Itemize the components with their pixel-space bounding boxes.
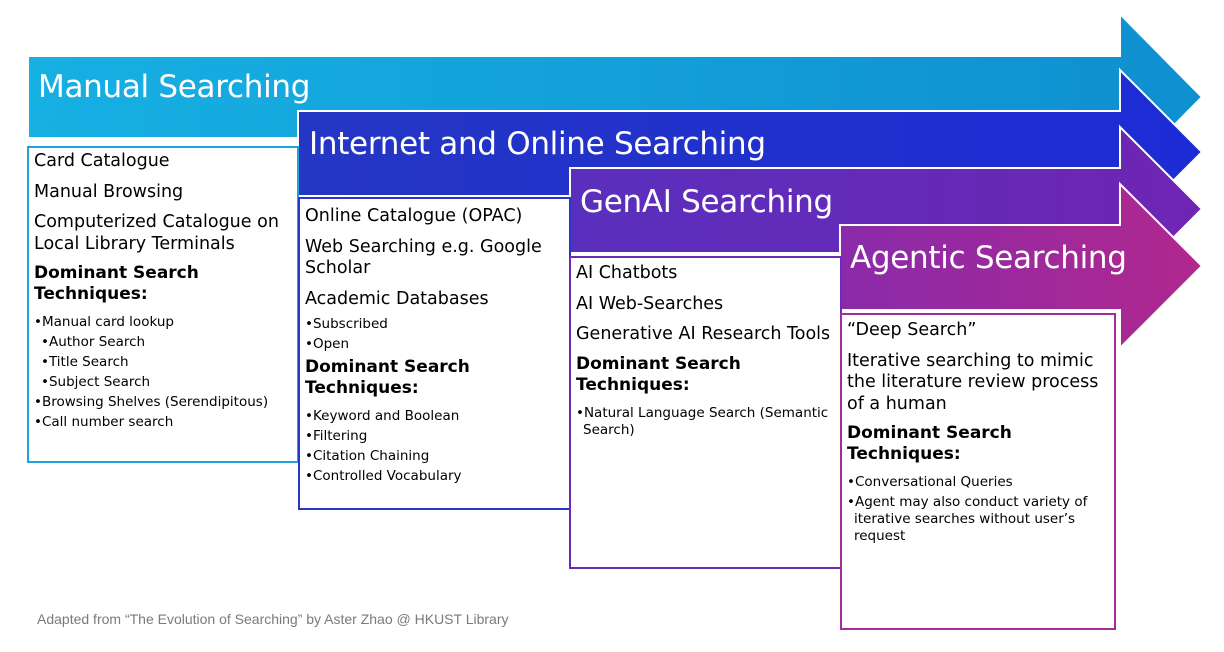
technique-item: •Title Search (41, 354, 129, 370)
credit-caption: Adapted from “The Evolution of Searching” by Aster Zhao @ HKUST Library (37, 611, 509, 627)
subitem: •Subscribed (305, 316, 388, 332)
technique-item: •Browsing Shelves (Serendipitous) (34, 394, 269, 410)
technique-item: •Citation Chaining (305, 448, 430, 464)
list-item: AI Chatbots (576, 263, 678, 283)
techniques-heading: Dominant Search Techniques: (576, 353, 741, 395)
technique-item: •Manual card lookup (34, 314, 174, 330)
list-item: Card Catalogue (34, 151, 170, 171)
technique-item: •Call number search (34, 414, 174, 430)
internet-searching-content (305, 206, 567, 488)
technique-item: •Controlled Vocabulary (305, 468, 462, 484)
stage-title-manual: Manual Searching (38, 69, 311, 105)
techniques-heading: Dominant Search Techniques: (34, 263, 199, 304)
technique-item: •Subject Search (41, 374, 151, 390)
technique-item: •Conversational Queries (847, 474, 1013, 490)
technique-item: •Agent may also conduct variety of iterative searches without user’s request (847, 494, 1088, 544)
manual-searching-content (34, 151, 296, 434)
technique-item: •Keyword and Boolean (305, 408, 460, 424)
techniques-list (34, 314, 296, 431)
technique-item: •Filtering (305, 428, 368, 444)
list-item: Web Searching e.g. Google Scholar (305, 236, 542, 278)
agentic-searching-content (847, 320, 1111, 548)
genai-searching-content (576, 263, 838, 442)
stage-title-agentic: Agentic Searching (850, 240, 1127, 276)
list-item: Generative AI Research Tools (576, 324, 831, 344)
list-item: Online Catalogue (OPAC) (305, 206, 523, 226)
subitem: •Open (305, 336, 350, 352)
list-item: Computerized Catalogue on Local Library Terminals (34, 212, 279, 254)
stage-title-internet: Internet and Online Searching (309, 126, 766, 162)
techniques-heading: Dominant Search Techniques: (847, 423, 1012, 464)
list-item: “Deep Search” (847, 320, 977, 340)
technique-item: •Author Search (41, 334, 146, 350)
techniques-list (305, 408, 567, 485)
list-item: Iterative searching to mimic the literature review process of a human (847, 350, 1099, 414)
techniques-heading: Dominant Search Techniques: (305, 357, 470, 398)
subitems-list (305, 316, 567, 353)
stage-title-genai: GenAI Searching (580, 184, 833, 220)
technique-item: •Natural Language Search (Semantic Search) (576, 404, 829, 438)
techniques-list (847, 474, 1111, 545)
list-item: AI Web-Searches (576, 293, 724, 314)
techniques-list (576, 405, 838, 439)
list-item: Manual Browsing (34, 181, 184, 202)
list-item: Academic Databases (305, 288, 489, 309)
